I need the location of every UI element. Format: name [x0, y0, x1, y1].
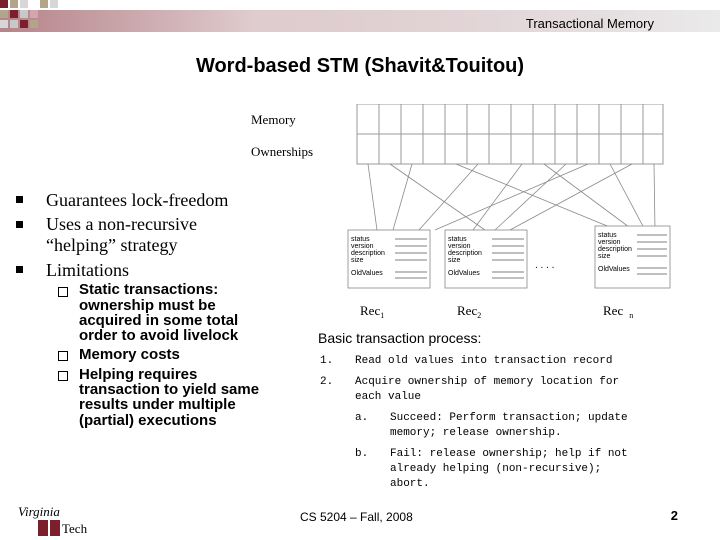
- bullet-non-recursive: Uses a non-recursive: [46, 214, 197, 234]
- limitation-static-line-1: Static transactions:: [79, 281, 219, 298]
- footer-course: CS 5204 – Fall, 2008: [300, 510, 413, 524]
- rec2-field-description: description: [448, 250, 482, 257]
- logo-tech-text: Tech: [62, 521, 88, 536]
- svg-text:Rec1: [360, 303, 384, 320]
- recn-field-version: version: [598, 239, 621, 246]
- transaction-record-2: [445, 230, 527, 288]
- recn-label: [603, 303, 633, 320]
- rec1-field-status: status: [351, 236, 370, 243]
- substep-b-text-line-1: Fail: release ownership; help if not: [390, 448, 628, 460]
- step-2-text-line-2: each value: [355, 391, 422, 403]
- recn-label-base: Rec: [603, 303, 624, 318]
- virginia-tech-logo: [16, 502, 96, 540]
- ownerships-label: Ownerships: [251, 144, 314, 159]
- rec1-field-size: size: [351, 257, 364, 264]
- rec2-label-base: Rec: [457, 303, 478, 318]
- limitation-helping-line-2: transaction to yield same: [79, 381, 260, 398]
- limitation-static-line-4: order to avoid livelock: [79, 327, 239, 344]
- substep-b-text-line-3: abort.: [390, 478, 430, 490]
- step-2-text-line-1: Acquire ownership of memory location for: [355, 376, 620, 388]
- svg-text:Rec2: [457, 303, 481, 320]
- rec1-label-base: Rec: [360, 303, 381, 318]
- limitation-memory-costs: Memory costs: [79, 346, 180, 363]
- step-1-number: 1.: [320, 355, 334, 367]
- bullet-lock-freedom: Guarantees lock-freedom: [46, 190, 229, 210]
- rec2-field-version: version: [448, 243, 471, 250]
- memory-label: Memory: [251, 112, 296, 127]
- rec2-field-size: size: [448, 257, 461, 264]
- recn-label-sub: n: [629, 311, 634, 320]
- recn-field-oldvalues: OldValues: [598, 266, 630, 273]
- rec1-field-oldvalues: OldValues: [351, 270, 383, 277]
- logo-virginia-text: Virginia: [18, 504, 60, 519]
- records-ellipsis: . . . .: [535, 260, 555, 271]
- header-title: Transactional Memory: [525, 16, 654, 31]
- svg-text:Recn: [603, 303, 633, 320]
- limitation-static-line-2: ownership must be: [79, 297, 216, 314]
- limitation-helping-line-3: results under multiple: [79, 396, 236, 413]
- substep-a-number: a.: [355, 412, 369, 424]
- slide-title: Word-based STM (Shavit&Touitou): [195, 55, 525, 77]
- limitation-checkbox-1: [58, 287, 68, 297]
- recn-field-description: description: [598, 246, 632, 253]
- limitation-helping-line-1: Helping requires: [79, 366, 198, 383]
- step-1-text: Read old values into transaction record: [355, 355, 613, 367]
- step-2-number: 2.: [320, 376, 334, 388]
- recn-field-status: status: [598, 232, 617, 239]
- process-title: Basic transaction process:: [318, 330, 482, 346]
- limitation-checkbox-2: [58, 351, 68, 361]
- substep-b-number: b.: [355, 448, 369, 460]
- substep-a-text-line-2: memory; release ownership.: [390, 427, 562, 439]
- limitation-static-line-3: acquired in some total: [79, 312, 239, 329]
- memory-grid: [357, 104, 663, 164]
- bullet-helping-strategy: “helping” strategy: [46, 235, 178, 255]
- stm-diagram: [245, 104, 675, 322]
- rec2-field-status: status: [448, 236, 467, 243]
- rec1-label-sub: 1: [380, 311, 385, 320]
- bullet-limitations: Limitations: [46, 260, 129, 280]
- substep-b-text-line-2: already helping (non-recursive);: [390, 463, 602, 475]
- limitation-helping-line-4: (partial) executions: [79, 412, 217, 429]
- transaction-record-n: [595, 226, 670, 288]
- rec2-label-sub: 2: [477, 311, 482, 320]
- bullet-marker-2: [16, 221, 23, 228]
- bullet-marker-3: [16, 266, 23, 273]
- rec2-label: [457, 303, 481, 320]
- rec2-field-oldvalues: OldValues: [448, 270, 480, 277]
- rec1-field-version: version: [351, 243, 374, 250]
- substep-a-text-line-1: Succeed: Perform transaction; update: [390, 412, 628, 424]
- rec1-label: [360, 303, 384, 320]
- ownership-links: [368, 164, 655, 230]
- page-number: 2: [670, 508, 678, 523]
- limitation-checkbox-3: [58, 371, 68, 381]
- recn-field-size: size: [598, 253, 611, 260]
- bullet-marker-1: [16, 196, 23, 203]
- transaction-record-1: [348, 230, 430, 288]
- rec1-field-description: description: [351, 250, 385, 257]
